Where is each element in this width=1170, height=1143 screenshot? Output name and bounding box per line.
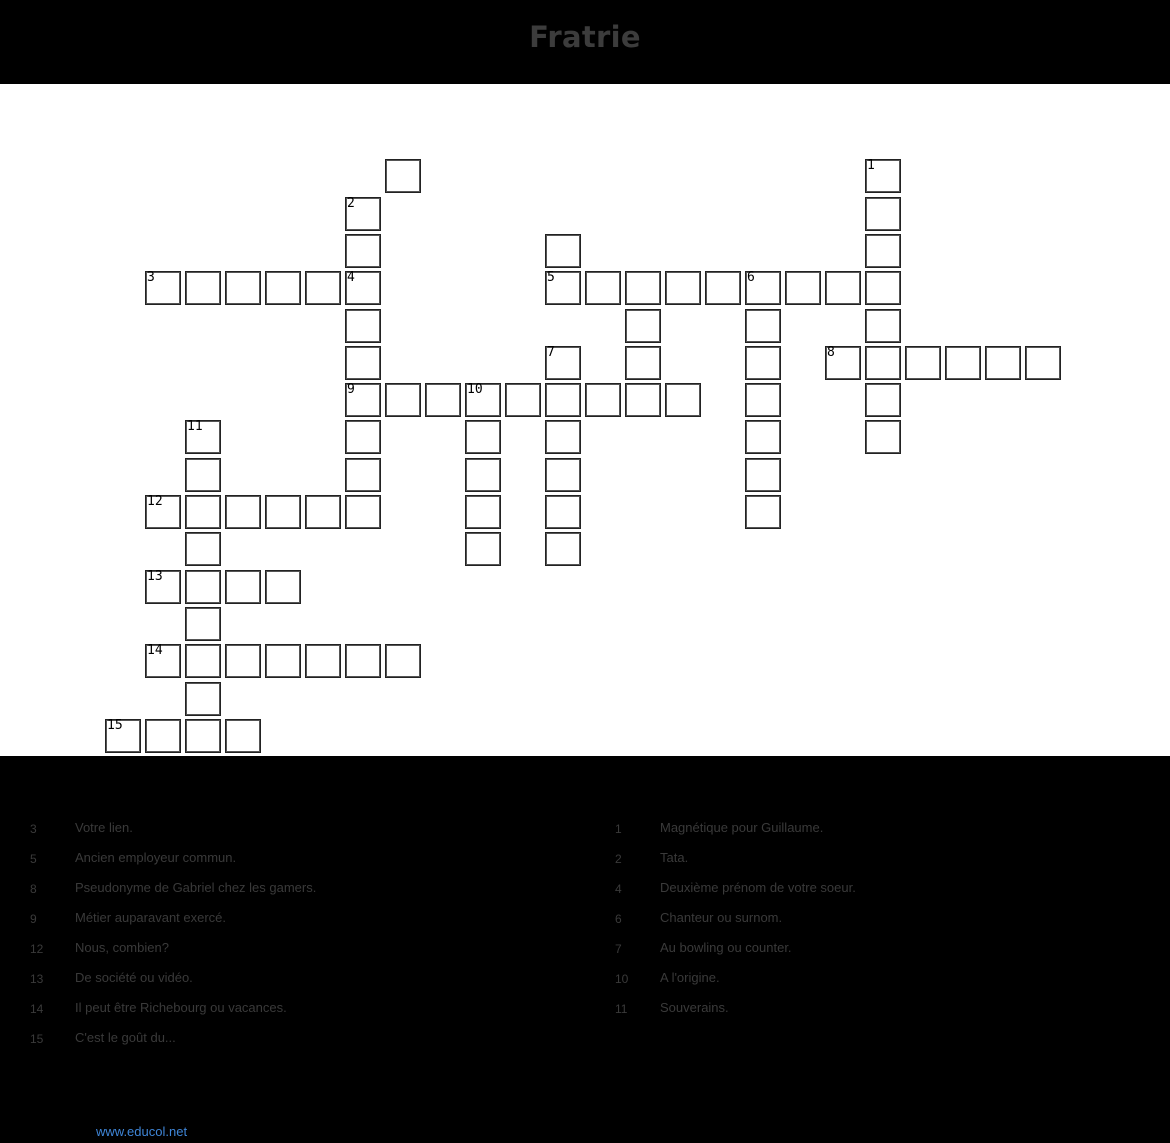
grid-cell[interactable] <box>865 197 901 231</box>
clues-section <box>0 756 1170 1076</box>
grid-cell[interactable] <box>345 495 381 529</box>
grid-cell[interactable] <box>865 271 901 305</box>
grid-cell[interactable] <box>385 383 421 417</box>
grid-cell[interactable] <box>345 383 381 417</box>
grid-cell[interactable] <box>145 271 181 305</box>
grid-cell[interactable] <box>545 420 581 454</box>
grid-cell[interactable] <box>465 532 501 566</box>
grid-cell[interactable] <box>825 346 861 380</box>
grid-cell[interactable] <box>705 271 741 305</box>
clue-text: Métier auparavant exercé. <box>75 910 227 925</box>
clue-number: 6 <box>615 912 622 926</box>
grid-cell[interactable] <box>305 495 341 529</box>
clue-text: C'est le goût du... <box>75 1030 176 1045</box>
grid-cell[interactable] <box>225 495 261 529</box>
across-clue <box>30 908 570 932</box>
grid-cell[interactable] <box>1025 346 1061 380</box>
grid-cell[interactable] <box>865 383 901 417</box>
grid-cell[interactable] <box>625 271 661 305</box>
clue-number: 8 <box>30 882 37 896</box>
clue-number: 15 <box>30 1032 44 1046</box>
across-clue <box>30 818 570 842</box>
grid-cell[interactable] <box>745 346 781 380</box>
grid-cell[interactable] <box>505 383 541 417</box>
clue-number: 9 <box>30 912 37 926</box>
grid-cell[interactable] <box>625 309 661 343</box>
clue-number: 1 <box>867 158 875 173</box>
grid-cell[interactable] <box>185 420 221 454</box>
clue-number: 4 <box>615 882 622 896</box>
grid-cell[interactable] <box>545 532 581 566</box>
grid-cell[interactable] <box>865 420 901 454</box>
grid-cell[interactable] <box>345 197 381 231</box>
clue-number: 1 <box>615 822 622 836</box>
clue-text: Il peut être Richebourg ou vacances. <box>75 1000 287 1015</box>
clue-number: 5 <box>30 852 37 866</box>
grid-cell[interactable] <box>145 570 181 604</box>
grid-cell[interactable] <box>545 383 581 417</box>
clue-number: 12 <box>147 494 163 509</box>
grid-cell[interactable] <box>585 383 621 417</box>
grid-cell[interactable] <box>665 271 701 305</box>
clue-number: 8 <box>827 345 835 360</box>
grid-cell[interactable] <box>665 383 701 417</box>
grid-cell[interactable] <box>545 458 581 492</box>
grid-cell[interactable] <box>585 271 621 305</box>
grid-cell[interactable] <box>265 644 301 678</box>
clue-number: 3 <box>147 270 155 285</box>
clue-number: 3 <box>30 822 37 836</box>
grid-cell[interactable] <box>545 495 581 529</box>
grid-cell[interactable] <box>185 682 221 716</box>
clue-number: 14 <box>147 643 163 658</box>
grid-cell[interactable] <box>465 383 501 417</box>
down-clue <box>615 818 1155 842</box>
grid-cell[interactable] <box>745 271 781 305</box>
grid-cell[interactable] <box>145 644 181 678</box>
grid-cell[interactable] <box>345 346 381 380</box>
down-clue <box>615 878 1155 902</box>
grid-cell[interactable] <box>865 234 901 268</box>
grid-cell[interactable] <box>185 495 221 529</box>
clue-text: Nous, combien? <box>75 940 169 955</box>
across-clue <box>30 878 570 902</box>
grid-cell[interactable] <box>625 346 661 380</box>
clue-text: Tata. <box>660 850 689 865</box>
grid-cell[interactable] <box>745 458 781 492</box>
grid-cell[interactable] <box>625 383 661 417</box>
clue-number: 12 <box>30 942 44 956</box>
grid-cell[interactable] <box>905 346 941 380</box>
grid-cell[interactable] <box>265 495 301 529</box>
clue-text: Pseudonyme de Gabriel chez les gamers. <box>75 880 317 895</box>
grid-cell[interactable] <box>385 159 421 193</box>
grid-cell[interactable] <box>345 420 381 454</box>
clue-number: 4 <box>347 270 355 285</box>
clue-number: 10 <box>615 972 629 986</box>
grid-cell[interactable] <box>265 570 301 604</box>
clue-number: 2 <box>615 852 622 866</box>
grid-cell[interactable] <box>185 532 221 566</box>
grid-cell[interactable] <box>945 346 981 380</box>
down-clue <box>615 908 1155 932</box>
across-clue <box>30 968 570 992</box>
grid-cell[interactable] <box>545 271 581 305</box>
clue-text: Souverains. <box>660 1000 729 1015</box>
grid-cell[interactable] <box>185 607 221 641</box>
grid-cell[interactable] <box>265 271 301 305</box>
across-clue <box>30 848 570 872</box>
clue-text: Chanteur ou surnom. <box>660 910 783 925</box>
grid-cell[interactable] <box>185 719 221 753</box>
grid-cell[interactable] <box>185 644 221 678</box>
grid-cell[interactable] <box>465 495 501 529</box>
grid-cell[interactable] <box>225 719 261 753</box>
clue-text: Au bowling ou counter. <box>660 940 792 955</box>
grid-cell[interactable] <box>465 458 501 492</box>
grid-cell[interactable] <box>785 271 821 305</box>
clue-number: 5 <box>547 270 555 285</box>
clue-number: 14 <box>30 1002 44 1016</box>
grid-cell[interactable] <box>305 644 341 678</box>
across-clue <box>30 1028 570 1052</box>
grid-cell[interactable] <box>305 271 341 305</box>
clue-text: Ancien employeur commun. <box>75 850 237 865</box>
grid-cell[interactable] <box>745 383 781 417</box>
clue-text: A l'origine. <box>660 970 720 985</box>
grid-cell[interactable] <box>465 420 501 454</box>
clue-number: 10 <box>467 382 483 397</box>
clue-number: 15 <box>107 718 123 733</box>
crossword-grid <box>0 84 1170 756</box>
grid-cell[interactable] <box>185 271 221 305</box>
grid-cell[interactable] <box>345 234 381 268</box>
grid-cell[interactable] <box>385 644 421 678</box>
grid-cell[interactable] <box>345 309 381 343</box>
across-clue <box>30 938 570 962</box>
grid-cell[interactable] <box>145 719 181 753</box>
down-clue <box>615 938 1155 962</box>
grid-cell[interactable] <box>225 570 261 604</box>
grid-cell[interactable] <box>865 159 901 193</box>
clue-number: 11 <box>615 1002 628 1016</box>
down-clue <box>615 968 1155 992</box>
grid-cell[interactable] <box>745 309 781 343</box>
clue-number: 2 <box>347 196 355 211</box>
grid-cell[interactable] <box>225 271 261 305</box>
across-clue <box>30 998 570 1022</box>
clue-text: Deuxième prénom de votre soeur. <box>660 880 856 895</box>
page-title: Fratrie <box>529 20 641 54</box>
footer-link[interactable]: www.educol.net <box>96 1124 188 1139</box>
clue-number: 9 <box>347 382 355 397</box>
grid-cell[interactable] <box>425 383 461 417</box>
grid-cell[interactable] <box>545 234 581 268</box>
clue-text: De société ou vidéo. <box>75 970 193 985</box>
clue-number: 7 <box>615 942 622 956</box>
clue-number: 7 <box>547 345 555 360</box>
header <box>0 0 1170 83</box>
grid-cell[interactable] <box>345 458 381 492</box>
grid-cell[interactable] <box>185 458 221 492</box>
clue-text: Magnétique pour Guillaume. <box>660 820 824 835</box>
clue-number: 6 <box>747 270 755 285</box>
grid-cell[interactable] <box>865 346 901 380</box>
grid-cell[interactable] <box>185 570 221 604</box>
grid-cell[interactable] <box>825 271 861 305</box>
grid-cell[interactable] <box>145 495 181 529</box>
grid-cell[interactable] <box>865 309 901 343</box>
grid-cell[interactable] <box>345 644 381 678</box>
grid-cell[interactable] <box>745 420 781 454</box>
grid-cell[interactable] <box>545 346 581 380</box>
clue-number: 13 <box>147 569 163 584</box>
grid-cell[interactable] <box>105 719 141 753</box>
grid-cell[interactable] <box>225 644 261 678</box>
grid-cell[interactable] <box>985 346 1021 380</box>
clue-number: 11 <box>187 419 203 434</box>
down-clue <box>615 848 1155 872</box>
clue-text: Votre lien. <box>75 820 133 835</box>
clue-number: 13 <box>30 972 44 986</box>
grid-cell[interactable] <box>345 271 381 305</box>
down-clue <box>615 998 1155 1022</box>
grid-cell[interactable] <box>745 495 781 529</box>
